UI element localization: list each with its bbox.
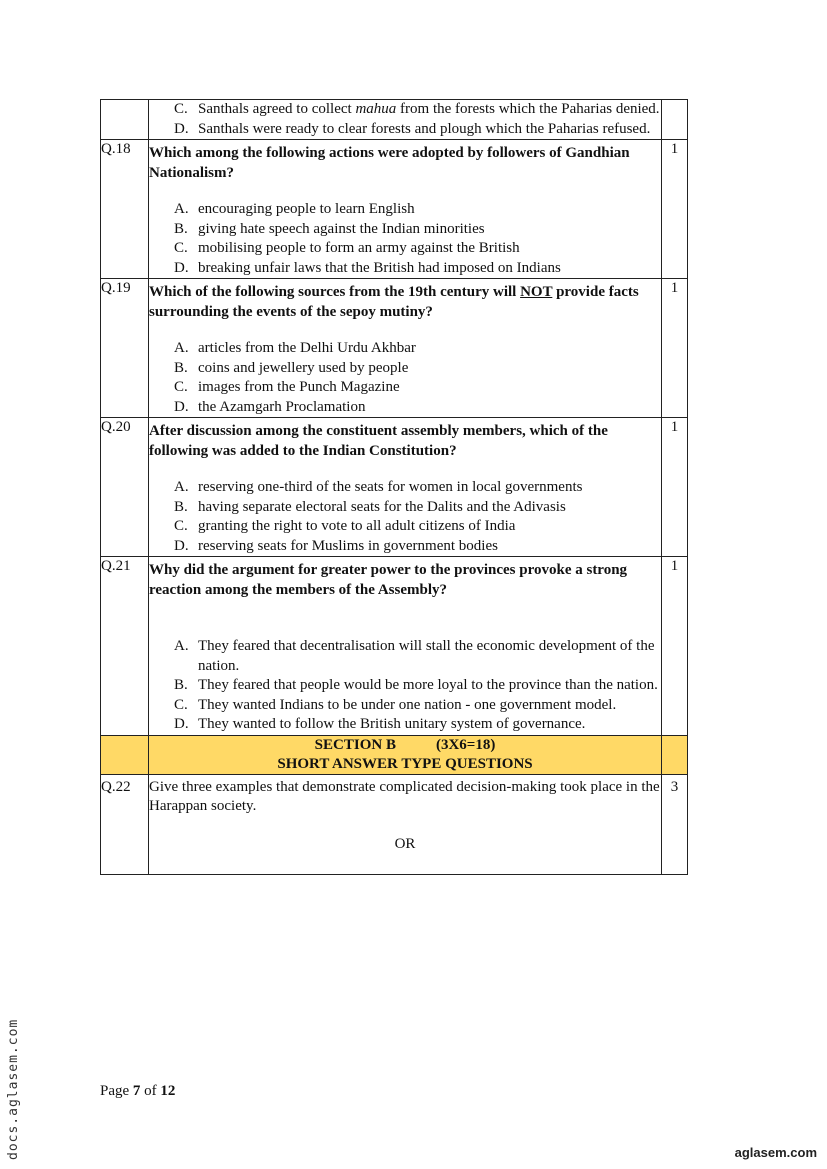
option-d xyxy=(149,259,661,279)
option-text-italic: mahua xyxy=(355,101,397,117)
question-number: Q.19 xyxy=(101,279,149,418)
question-number: Q.21 xyxy=(101,557,149,736)
question-marks: 1 xyxy=(662,557,688,736)
question-marks: 1 xyxy=(662,140,688,279)
question-marks: 1 xyxy=(662,279,688,418)
option-letter: B. xyxy=(174,677,188,693)
question-row-21 xyxy=(101,557,688,736)
question-number: Q.22 xyxy=(101,774,149,875)
option-text: coins and jewellery used by people xyxy=(198,359,409,376)
options-list xyxy=(149,637,661,735)
option-letter: A. xyxy=(174,340,189,356)
section-title xyxy=(149,735,662,774)
question-number: Q.18 xyxy=(101,140,149,279)
page-total: 12 xyxy=(160,1083,176,1099)
section-name: SECTION B xyxy=(314,736,396,753)
continued-row xyxy=(101,100,688,140)
option-letter: B. xyxy=(174,220,188,237)
option-a xyxy=(149,637,661,676)
option-b xyxy=(149,676,661,696)
question-text-emphasis: NOT xyxy=(520,284,553,300)
option-text: breaking unfair laws that the British had imposed on Indians xyxy=(198,259,561,276)
option-text-part: from the forests which the Paharias denied. xyxy=(396,101,660,117)
continued-options-cell xyxy=(149,100,662,140)
option-text: They feared that decentralisation will stall the economic development of the nation. xyxy=(198,638,655,674)
section-empty-cell xyxy=(101,735,149,774)
option-c xyxy=(149,696,661,716)
page-number xyxy=(100,1083,175,1100)
question-body xyxy=(149,418,662,557)
option-letter: A. xyxy=(174,479,189,495)
page-current: 7 xyxy=(132,1083,141,1099)
option-text: granting the right to vote to all adult citizens of India xyxy=(198,518,516,534)
option-letter: A. xyxy=(174,638,189,654)
question-table xyxy=(100,99,688,875)
marks-cell xyxy=(662,100,688,140)
option-a xyxy=(149,339,661,359)
option-d xyxy=(149,398,661,418)
question-text: Which among the following actions were adopted by followers of Gandhian Nationalism? xyxy=(149,145,630,181)
option-letter: D. xyxy=(174,537,189,554)
question-body xyxy=(149,774,662,875)
option-text-part: Santhals agreed to collect xyxy=(198,101,356,117)
section-header-row xyxy=(101,735,688,774)
question-text-part: Which of the following sources from the 19th century will xyxy=(149,284,521,300)
qnum-cell xyxy=(101,100,149,140)
options-list xyxy=(149,478,661,556)
option-text: Santhals were ready to clear forests and plough which the Paharias refused. xyxy=(198,120,651,137)
question-marks: 1 xyxy=(662,418,688,557)
option-text: mobilising people to form an army against the British xyxy=(198,240,520,256)
brand-watermark: aglasem.com xyxy=(734,1145,817,1160)
question-row-22 xyxy=(101,774,688,875)
option-letter: B. xyxy=(174,359,188,376)
option-text: giving hate speech against the Indian minorities xyxy=(198,220,485,237)
option-letter: B. xyxy=(174,498,188,515)
section-subtitle: SHORT ANSWER TYPE QUESTIONS xyxy=(277,755,533,772)
option-letter: C. xyxy=(174,696,188,713)
or-separator: OR xyxy=(394,835,416,852)
options-list xyxy=(149,339,661,417)
option-letter: D. xyxy=(174,259,189,276)
option-c xyxy=(149,517,661,537)
option-letter: C. xyxy=(174,379,188,395)
option-letter: D. xyxy=(174,120,189,137)
option-d xyxy=(149,537,661,557)
option-c xyxy=(149,100,661,120)
option-b xyxy=(149,359,661,379)
question-number: Q.20 xyxy=(101,418,149,557)
option-text: encouraging people to learn English xyxy=(198,201,415,217)
question-body xyxy=(149,140,662,279)
option-b xyxy=(149,498,661,518)
option-b xyxy=(149,220,661,240)
option-d xyxy=(149,715,661,735)
option-text: articles from the Delhi Urdu Akhbar xyxy=(198,340,416,356)
continued-options xyxy=(149,100,661,139)
side-watermark: docs.aglasem.com xyxy=(6,1018,21,1160)
option-text: They feared that people would be more loyal to the province than the nation. xyxy=(198,677,658,693)
section-marks: (3X6=18) xyxy=(435,736,496,753)
question-text: Why did the argument for greater power to the provinces provoke a strong reaction among the members of the Assembly? xyxy=(149,562,628,598)
section-empty-cell xyxy=(662,735,688,774)
option-letter: C. xyxy=(174,518,188,534)
option-text: having separate electoral seats for the Dalits and the Adivasis xyxy=(198,498,566,515)
options-list xyxy=(149,200,661,278)
option-text: They wanted to follow the British unitary system of governance. xyxy=(198,716,586,732)
question-body xyxy=(149,557,662,736)
question-text: After discussion among the constituent assembly members, which of the following was added to the Indian Constitution? xyxy=(149,423,608,459)
question-text-part: provide facts surrounding the events of the sepoy mutiny? xyxy=(149,284,639,320)
option-letter: D. xyxy=(174,398,189,415)
question-row-20 xyxy=(101,418,688,557)
question-text: Give three examples that demonstrate complicated decision-making took place in the Harappan society. xyxy=(149,778,660,814)
option-c xyxy=(149,378,661,398)
option-letter: C. xyxy=(174,240,188,256)
option-text xyxy=(198,100,661,120)
option-text: reserving seats for Muslims in government bodies xyxy=(198,537,498,554)
question-marks: 3 xyxy=(662,774,688,875)
question-row-18 xyxy=(101,140,688,279)
section-heading xyxy=(149,736,661,755)
option-text: images from the Punch Magazine xyxy=(198,379,400,395)
option-letter: D. xyxy=(174,716,189,732)
option-letter: C. xyxy=(174,101,188,117)
option-a xyxy=(149,478,661,498)
option-letter: A. xyxy=(174,201,189,217)
option-d xyxy=(149,120,661,140)
option-text: the Azamgarh Proclamation xyxy=(198,398,366,415)
page-label: Page xyxy=(100,1083,130,1099)
option-text: reserving one-third of the seats for women in local governments xyxy=(198,479,583,495)
question-text xyxy=(149,283,661,322)
question-row-19 xyxy=(101,279,688,418)
option-c xyxy=(149,239,661,259)
option-a xyxy=(149,200,661,220)
option-text: They wanted Indians to be under one nation - one government model. xyxy=(198,696,617,713)
page-of-label: of xyxy=(144,1083,157,1099)
question-body xyxy=(149,279,662,418)
